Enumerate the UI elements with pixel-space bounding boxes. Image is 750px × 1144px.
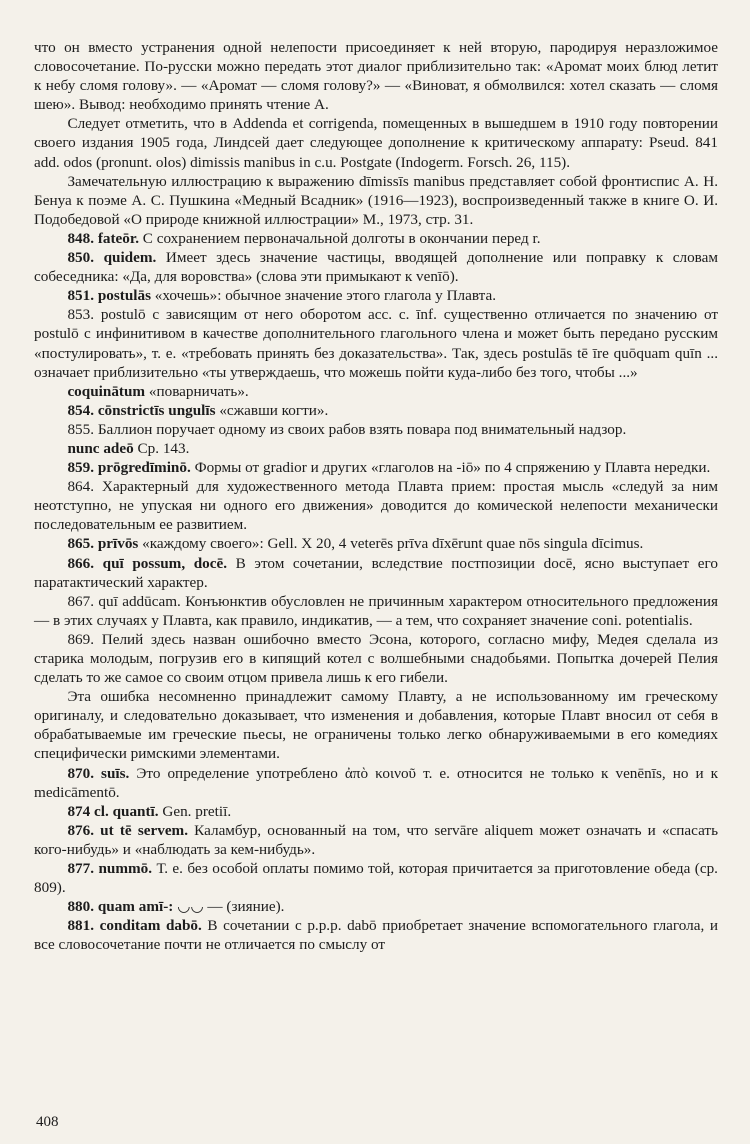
entry-lead: 876. ut tē servem. xyxy=(67,821,189,839)
entry-text: Т. е. без особой оплаты помимо той, которая причитается за приготовление обеда (ср. 809). xyxy=(34,860,718,897)
entry-text: что он вместо устранения одной нелепости присоединяет к ней вторую, пародируя неразложимое словосочетание. По-русски можно передать этот диалог приблизительно так: «Аромат моих блюд летит к небу сломя голову». — «Аромат — сломя голову?» — «Виноват, я обмолвился: хотел сказать — сломя шею». Вывод: необходимо принять чтение A. xyxy=(34,39,718,114)
paragraph xyxy=(34,172,718,229)
entry-text: «каждому своего»: Gell. X 20, 4 veterēs prīva dīxērunt quae nōs singula dīcimus. xyxy=(138,535,644,553)
entry-text: Формы от gradior и других «глаголов на -iō» по 4 спряжению у Плавта нередки. xyxy=(190,459,711,477)
entry-text: Замечательную иллюстрацию к выражению dīmissīs manibus представляет собой фронтиспис А. Н. Бенуа к поэме А. С. Пушкина «Медный Всадник» (1916—1923), воспроизведенный также в книге О. И. Подобедовой «О природе книжной иллюстрации» М., 1973, стр. 31. xyxy=(34,172,718,228)
entry-text: Следует отметить, что в Addenda et corrigenda, помещенных в вышедшем в 1910 году повторении своего издания 1905 года, Линдсей дает следующее дополнение к критическому аппарату: Pseud. 841 add. odos (pronunt. olos) dimissis manibus in c.u. Postgate (Indogerm. Forsch. 26, 115). xyxy=(34,115,718,171)
entry-lead: 859. prōgredīminō. xyxy=(67,459,191,477)
entry-text: 855. Баллион поручает одному из своих рабов взять повара под внимательный надзор. xyxy=(67,420,627,438)
entry-text: ◡◡ — (зияние). xyxy=(173,898,285,916)
entry-text: Эта ошибка несомненно принадлежит самому Плавту, а не использованному им греческому оригиналу, и следовательно доказывает, что изменения и добавления, которые Плавт вносил от себя в обрабатываемые им греческие пьесы, не ограничены только легко обнаруживаемыми в его комедиях специфически римскими элементами. xyxy=(34,688,718,763)
entry-text: В этом сочетании, вследствие постпозиции docē, ясно выступает его паратактический характер. xyxy=(34,554,718,591)
entry-text: «хочешь»: обычное значение этого глагола у Плавта. xyxy=(151,287,497,305)
paragraph xyxy=(34,764,718,802)
entry-text: 853. postulō с зависящим от него оборотом acc. c. īnf. существенно отличается по значению от postulō с инфинитивом в качестве дополнительного глагольного члена и может быть передано русским «постулировать», т. е. «требовать принять без доказательства». Так, здесь postulās tē īre quōquam quīn ... означает приблизительно «ты утверждаешь, что можешь пойти куда-либо без того, чтобы ...» xyxy=(34,306,718,381)
paragraph xyxy=(34,630,718,687)
entry-lead: 850. quidem. xyxy=(67,249,157,267)
entry-lead: 880. quam amī-: xyxy=(67,898,174,916)
entry-lead: 851. postulās xyxy=(67,287,151,305)
entry-text: С сохранением первоначальной долготы в окончании перед r. xyxy=(139,229,541,247)
page-number: 408 xyxy=(36,1114,59,1130)
entry-lead: 877. nummō. xyxy=(67,860,153,878)
entry-text: Это определение употреблено ἀπὸ κοινοῦ т. е. относится не только к venēnīs, но и к medicāmentō. xyxy=(34,764,718,801)
paragraph xyxy=(34,38,718,114)
entry-text: 867. quī addūcam. Конъюнктив обусловлен не причинным характером относительного предложения — в этих случаях у Плавта, как правило, индикатив, — а тем, что сохраняет значение coni. potentialis. xyxy=(34,592,718,629)
entry-text: 864. Характерный для художественного метода Плавта прием: простая мысль «следуй за ним неотступно, не упуская ни одного его движения» доводится до комической нелепости механически последовательным ее развитием. xyxy=(34,478,718,534)
paragraph xyxy=(34,859,718,897)
paragraph xyxy=(34,592,718,630)
paragraph xyxy=(34,802,718,821)
paragraph xyxy=(34,477,718,534)
entry-lead: 881. conditam dabō. xyxy=(67,917,202,935)
paragraph xyxy=(34,458,718,477)
paragraph xyxy=(34,897,718,916)
paragraph xyxy=(34,401,718,420)
entry-lead: 854. cōnstrictīs ungulīs xyxy=(67,401,216,419)
entry-text: В сочетании с p.p.p. dabō приобретает значение вспомогательного глагола, и все словосочетание почти не отличается по смыслу от xyxy=(34,917,718,954)
entry-lead: 866. quī possum, docē. xyxy=(67,554,228,572)
entry-text: Каламбур, основанный на том, что servāre aliquem может означать и «спасать кого-нибудь» и «наблюдать за кем-нибудь». xyxy=(34,821,719,858)
paragraph xyxy=(34,305,718,381)
paragraph xyxy=(34,534,718,553)
paragraph xyxy=(34,554,718,592)
entry-text: «поварничать». xyxy=(145,382,249,400)
entry-text: «сжавши когти». xyxy=(215,401,329,419)
paragraph xyxy=(34,439,718,458)
paragraph xyxy=(34,420,718,439)
entry-lead: 848. fateōr. xyxy=(67,229,139,247)
entry-lead: 865. prīvōs xyxy=(67,535,139,553)
entry-lead: 874 cl. quantī. xyxy=(67,802,159,820)
paragraph xyxy=(34,382,718,401)
entry-lead: coquinātum xyxy=(67,382,146,400)
entry-text: Gen. pretiī. xyxy=(158,802,232,820)
commentary-text xyxy=(34,38,718,955)
entry-lead: 870. suīs. xyxy=(67,764,130,782)
entry-text: Имеет здесь значение частицы, вводящей дополнение или поправку к словам собеседника: «Да, для воровства» (слова эти примыкают к venīō). xyxy=(34,249,718,286)
paragraph xyxy=(34,286,718,305)
paragraph xyxy=(34,248,718,286)
entry-lead: nunc adeō xyxy=(67,439,134,457)
paragraph xyxy=(34,229,718,248)
paragraph xyxy=(34,114,718,171)
paragraph xyxy=(34,821,718,859)
entry-text: Ср. 143. xyxy=(133,439,190,457)
entry-text: 869. Пелий здесь назван ошибочно вместо Эсона, которого, согласно мифу, Медея сделала из старика молодым, погрузив его в кипящий котел с волшебными снадобьями. Попытка дочерей Пелия сделать то же самое со своим отцом привела лишь к его гибели. xyxy=(34,630,718,687)
paragraph xyxy=(34,916,718,954)
paragraph xyxy=(34,687,718,763)
